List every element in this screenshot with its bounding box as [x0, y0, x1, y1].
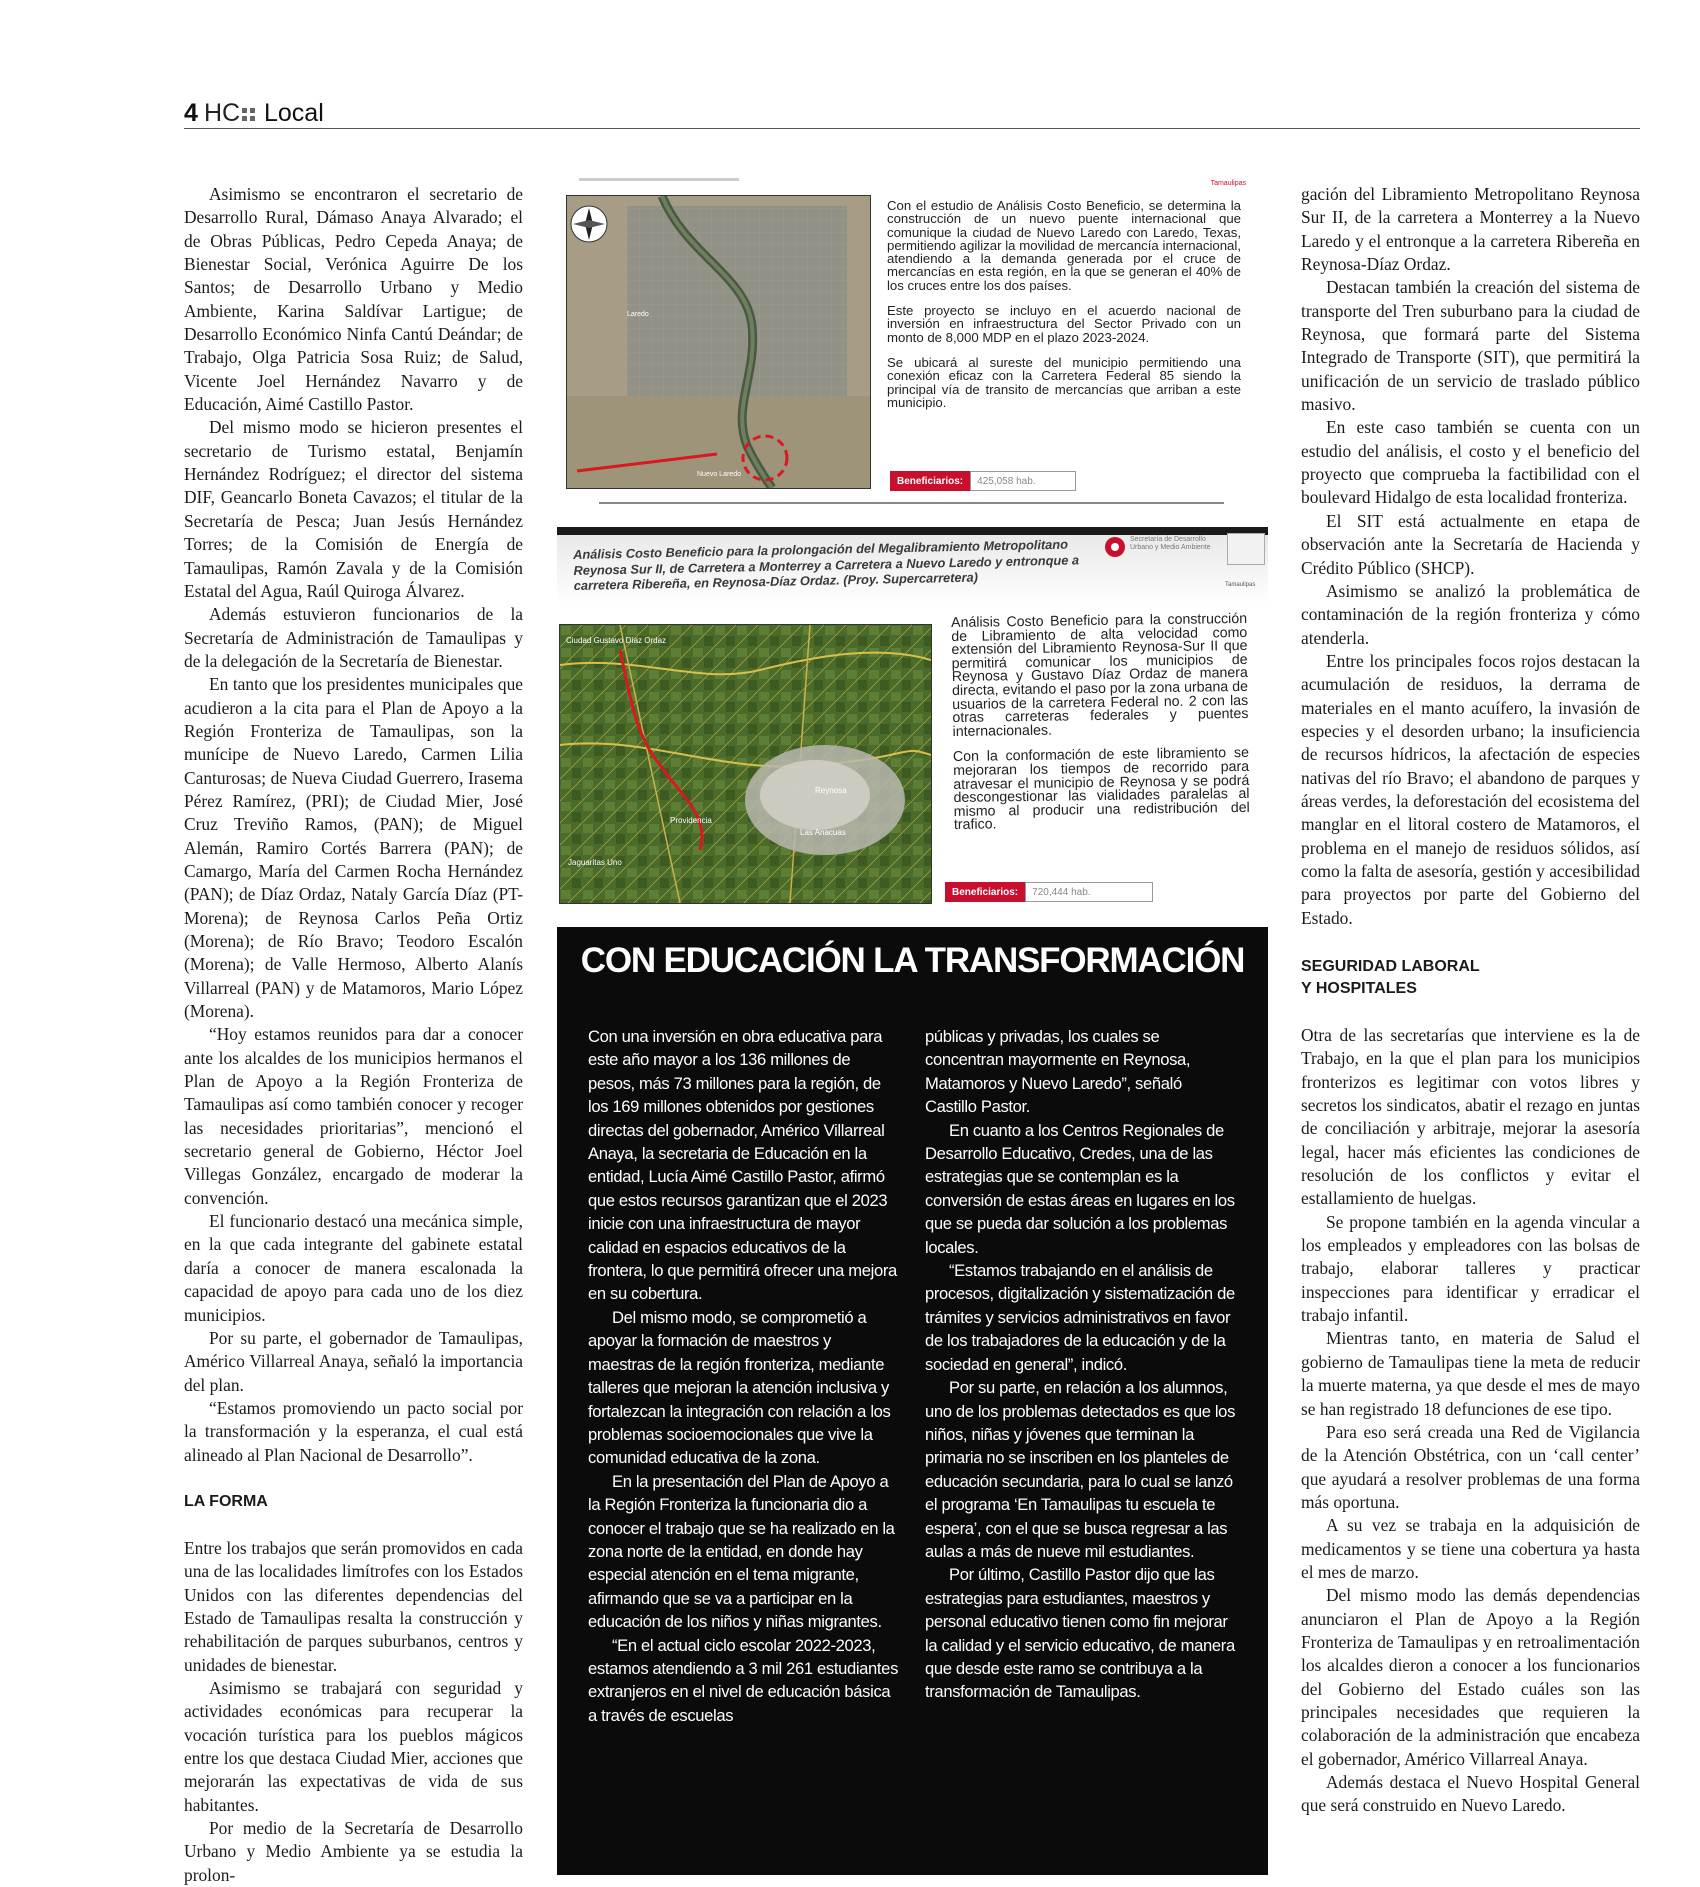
map-label: Las Anacuas	[800, 828, 846, 837]
tamaulipas-logo: Tamaulipas	[1210, 180, 1246, 187]
paragraph: Con una inversión en obra educativa para este año mayor a los 136 millones de pesos, más 73 millones para la región, de los 169 millones obtenidos por gestiones directas del gobernador, Américo Villarreal Anaya, la secretaria de Educación en la entidad, Lucía Aimé Castillo Pastor, afirmó que estos recursos garantizan que el 2023 inicie con una infraestructura de mayor calidad en espacios educativos de la frontera, lo que permitirá ofrecer una mejora en su cobertura.	[588, 1027, 897, 1304]
slide-paragraph: Con el estudio de Análisis Costo Beneficio, se determina la construcción de un nuevo puente internacional que comunique la ciudad de Nuevo Laredo con Laredo, Texas, permitiendo agilizar la movilidad de mercancía internacional, atendiendo a la demanda generada por el cruce de mercancías en esta región, en la que se generan el 40% de los cruces entre los dos países.	[887, 198, 1241, 293]
education-headline: CON EDUCACIÓN LA TRANSFORMACIÓN	[580, 941, 1245, 980]
slide-description	[950, 610, 1250, 845]
slide-paragraph: Análisis Costo Beneficio para la construcción de Libramiento de alta velocidad como extensión del Libramiento Reynosa-Sur II que permitirá comunicar los municipios de Reynosa y Gustavo Díaz Ordaz de manera directa, evitando el paso por la zona urbana de usuarios de la carretera Federal no. 2 con las otras carreteras federales y puentes internacionales.	[950, 610, 1249, 740]
secretariat-logo-text: Secretaría de Desarrollo Urbano y Medio Ambiente	[1130, 536, 1211, 551]
paragraph: En este caso también se cuenta con un estudio del análisis, el costo y el beneficio del proyecto que comprueba la factibilidad con el boulevard Hidalgo de esta localidad fronteriza.	[1301, 417, 1640, 508]
beneficiaries-label: Beneficiarios:	[945, 882, 1025, 902]
paragraph: Entre los trabajos que serán promovidos en cada una de las localidades limítrofes con los Estados Unidos con las diferentes dependencias del Estado de Tamaulipas resalta la construcción y rehabilitación de parques suburbanos, centros y unidades de bienestar.	[184, 1537, 523, 1675]
slide-description	[887, 199, 1241, 421]
paragraph: Mientras tanto, en materia de Salud el gobierno de Tamaulipas tiene la meta de reducir la muerte materna, ya que desde el mes de mayo se han registrado 18 defunciones de ese tipo.	[1301, 1328, 1640, 1419]
paragraph: Por último, Castillo Pastor dijo que las estrategias para estudiantes, maestros y personal educativo tienen como fin mejorar la calidad y el servicio educativo, de manera que desde este ramo se contribuya a la transformación de Tamaulipas.	[925, 1565, 1235, 1702]
slide-title: Análisis Costo Beneficio para la prolongación del Megalibramiento Metropolitano Reynosa Sur II, de Carretera a Monterrey a Carretera a Nuevo Laredo y entronque a carretera Ribereña, en Reynosa-Díaz Ordaz. (Proy. Supercarretera)	[573, 536, 1080, 593]
paragraph: Otra de las secretarías que interviene es la de Trabajo, en la que el plan para los municipios fronterizos es legitimar con votos libres y secretos los sindicatos, abatir el rezago en juntas de conciliación y arbitraje, mejorar la asesoría legal, hacer más eficientes las condiciones de resolución de los conflictos y evitar el estallamiento de huelgas.	[1301, 1025, 1640, 1209]
paragraph: Asimismo se encontraron el secretario de Desarrollo Rural, Dámaso Anaya Alvarado; el de Obras Públicas, Pedro Cepeda Anaya; de Bienestar Social, Verónica Aguirre De los Santos; de Desarrollo Urbano y Medio Ambiente, Karina Saldívar Lartigue; de Desarrollo Económico Ninfa Cantú Deándar; de Trabajo, Olga Patricia Sosa Ruiz; de Salud, Vicente Joel Hernández Navarro y de Educación, Aimé Castillo Pastor.	[184, 184, 523, 415]
education-column-2	[925, 1025, 1237, 1704]
section-name: Local	[264, 99, 324, 127]
paragraph: Además estuvieron funcionarios de la Secretaría de Administración de Tamaulipas y de la delegación de la Secretaría de Bienestar.	[184, 604, 523, 671]
paragraph: “Estamos promoviendo un pacto social por la transformación y la esperanza, el cual está alineado al Plan Nacional de Desarrollo”.	[184, 1397, 523, 1465]
paragraph: A su vez se trabaja en la adquisición de medicamentos y se tiene una cobertura ya hasta el mes de marzo.	[1301, 1515, 1640, 1582]
paragraph: El funcionario destacó una mecánica simple, en la que cada integrante del gabinete estatal daría a conocer de manera escalonada la capacidad de apoyo para cada uno de los diez municipios.	[184, 1211, 523, 1325]
paragraph: gación del Libramiento Metropolitano Reynosa Sur II, de la carretera a Monterrey a la Nuevo Laredo y el entronque a la carretera Ribereña en Reynosa-Díaz Ordaz.	[1301, 184, 1640, 275]
map-label: Providencia	[670, 816, 712, 825]
paragraph: Del mismo modo se hicieron presentes el secretario de Turismo estatal, Benjamín Hernández Rodríguez; el director del sistema DIF, Geancarlo Boneta Cavazos; el titular de la Secretaría de Pesca; Juan Jesús Hernández Torres; de la Comisión de Energía de Tamaulipas, Ramón Zavala y de la Comisión Estatal del Agua, Raúl Quiroga Álvarez.	[184, 417, 523, 601]
subheading-line: Y HOSPITALES	[1301, 980, 1417, 997]
paragraph: “Estamos trabajando en el análisis de procesos, digitalización y sistematización de trámites y servicios administrativos en favor de los trabajadores de la educación y de la sociedad en general”, indicó.	[925, 1261, 1235, 1374]
right-column	[1301, 183, 1640, 1818]
satellite-map	[566, 195, 871, 489]
map-label: Ciudad Gustavo Díaz Ordaz	[566, 636, 667, 645]
education-column-1	[588, 1025, 900, 1727]
paragraph: En tanto que los presidentes municipales que acudieron a la cita para el Plan de Apoyo a la Región Fronteriza de Tamaulipas, son la munícipe de Nuevo Laredo, Carmen Lilia Canturosas; de Nueva Ciudad Guerrero, Irasema Pérez Ramírez, (PRI); de Ciudad Mier, José Cruz Treviño Ramos, (PAN); de Miguel Alemán, Ramiro Cortés Barrera (PAN); de Camargo, María del Carmen Rocha Hernández (PAN); de Díaz Ordaz, Nataly García Díaz (PT-Morena); de Reynosa Carlos Peña Ortiz (Morena); de Río Bravo; Teodoro Escalón (Morena); de Valle Hermoso, Alberto Alanís Villarreal (PAN) y de Matamoros, Mario López (Morena).	[184, 674, 523, 1022]
paragraph: Por medio de la Secretaría de Desarrollo Urbano y Medio Ambiente ya se estudia la prolon-	[184, 1818, 523, 1885]
slide-highway-study	[557, 527, 1268, 927]
subheading	[1301, 956, 1640, 1000]
paragraph: Asimismo se analizó la problemática de contaminación de la región fronteriza y cómo atenderla.	[1301, 580, 1640, 648]
subheading-line: SEGURIDAD LABORAL	[1301, 958, 1480, 975]
paragraph: “En el actual ciclo escolar 2022-2023, estamos atendiendo a 3 mil 261 estudiantes extranjeros en el nivel de educación básica a través de escuelas	[588, 1635, 899, 1725]
paragraph: El SIT está actualmente en etapa de observación ante la Secretaría de Hacienda y Crédito Público (SHCP).	[1301, 510, 1640, 578]
beneficiaries-value: 425,058 hab.	[970, 471, 1076, 491]
paragraph: Además destaca el Nuevo Hospital General que será construido en Nuevo Laredo.	[1301, 1772, 1640, 1816]
map-label: Jaguaritas Uno	[568, 858, 622, 867]
paragraph: Para eso será creada una Red de Vigilancia de la Atención Obstétrica, con un ‘call center’ que ayudará a resolver problemas de una forma más oportuna.	[1301, 1421, 1640, 1512]
paragraph: En la presentación del Plan de Apoyo a la Región Fronteriza la funcionaria dio a conocer el trabajo que se ha realizado en la zona norte de la entidad, en donde hay especial atención en el tema migrante, afirmando que se va a participar en la educación de los niños y niñas migrantes.	[588, 1471, 895, 1632]
paragraph: públicas y privadas, los cuales se concentran mayormente en Reynosa, Matamoros y Nuevo Laredo”, señaló Castillo Pastor.	[925, 1027, 1191, 1117]
page-header	[184, 98, 1640, 129]
paragraph: Entre los principales focos rojos destacan la acumulación de residuos, la derrama de materiales en el manto acuífero, la invasión de especies y el desorden urbano; la insuficiencia de recursos hídricos, la afectación de especies nativas del río Bravo; el abandono de parques y áreas verdes, la deforestación del ecosistema del manglar en el litoral costero de Matamoros, el problema en el manejo de residuos sólidos, así como la falta de asesoría, gestión y accesibilidad para proyectos por parte del Gobierno del Estado.	[1301, 650, 1640, 928]
slide-bridge-study	[557, 178, 1268, 513]
brand-logo: HC	[204, 99, 241, 127]
paragraph: “Hoy estamos reunidos para dar a conocer ante los alcaldes de los municipios hermanos el Plan de Apoyo a la Región Fronteriza de Tamaulipas así como también conocer y recoger las necesidades prioritarias”, mencionó el secretario general de Gobierno, Héctor Joel Villegas González, encargado de moderar la convención.	[184, 1024, 523, 1208]
page-number: 4	[184, 99, 198, 127]
paragraph: En cuanto a los Centros Regionales de Desarrollo Educativo, Credes, una de las estrategias que se contemplan es la conversión de estas áreas en lugares en los que se pueda dar solución a los problemas locales.	[925, 1120, 1235, 1257]
left-column	[184, 183, 523, 1887]
paragraph: Del mismo modo, se comprometió a apoyar la formación de maestros y maestras de la región fronteriza, mediante talleres que mejoran la atención inclusiva y fortalezcan la integración con relación a los problemas socioemocionales que vive la comunidad educativa de la zona.	[588, 1307, 891, 1468]
subheading: LA FORMA	[184, 1492, 268, 1510]
paragraph: Se propone también en la agenda vincular a los empleados y empleadores con las bolsas de trabajo, elaborar talleres y practicar inspecciones para identificar y erradicar el trabajo infantil.	[1301, 1211, 1640, 1326]
state-name: Tamaulipas	[1225, 582, 1256, 588]
paragraph: Por su parte, en relación a los alumnos, uno de los problemas detectados es que los niños, niñas y jóvenes que terminan la primaria no se inscriben en los planteles de educación secundaria, para lo cual se lanzó el programa ‘En Tamaulipas tu escuela te espera’, con el que se busca regresar a las aulas a más de nueve mil estudiantes.	[925, 1378, 1236, 1561]
map-label: Reynosa	[815, 786, 847, 795]
divider	[599, 502, 1224, 504]
beneficiaries-value: 720,444 hab.	[1025, 882, 1153, 902]
beneficiaries-box	[945, 882, 1153, 902]
paragraph: Asimismo se trabajará con seguridad y actividades económicas para recuperar la vocación turística para los pueblos mágicos entre los que destaca Ciudad Mier, acciones que mejorarán las expectativas de vida de sus habitantes.	[184, 1677, 523, 1815]
government-logo-icon	[1105, 537, 1125, 557]
map-label: Nuevo Laredo	[697, 471, 741, 478]
map-label: Laredo	[627, 311, 649, 318]
paragraph: Destacan también la creación del sistema de transporte del Tren suburbano para la ciudad de Reynosa, que formará parte del Sistema Integrado de Transporte (SIT), que permitirá la unificación de un servicio de traslado público masivo.	[1301, 277, 1640, 415]
beneficiaries-label: Beneficiarios:	[890, 471, 970, 491]
satellite-map	[559, 624, 932, 904]
slide-paragraph: Este proyecto se incluyo en el acuerdo nacional de inversión en infraestructura del Sector Privado con un monto de 8,000 MDP en el plazo 2023-2024.	[887, 303, 1241, 345]
state-shield-icon	[1227, 533, 1265, 565]
beneficiaries-box	[890, 471, 1076, 491]
slide-paragraph: Se ubicará al sureste del municipio permitiendo una conexión eficaz con la Carretera Federal 85 siendo la principal vía de transito de mercancías que arriban a este municipio.	[887, 354, 1241, 410]
slide-paragraph: Con la conformación de este libramiento se mejoraran los tiempos de recorrido para atravesar el municipio de Reynosa y se podrá descongestionar las vialidades paralelas al mismo al producir una redistribución del trafico.	[952, 745, 1250, 834]
brand-dots-icon	[242, 108, 256, 122]
paragraph: Por su parte, el gobernador de Tamaulipas, Américo Villarreal Anaya, señaló la importancia del plan.	[184, 1327, 523, 1395]
education-sidebar	[557, 927, 1268, 1875]
paragraph: Del mismo modo las demás dependencias anunciaron el Plan de Apoyo a la Región Fronteriza de Tamaulipas y en retroalimentación los alcaldes dieron a conocer a los funcionarios del Gobierno del Estado cuáles son las principales necesidades que requieren la colaboración de la administración que encabeza el gobernador, Américo Villarreal Anaya.	[1301, 1585, 1640, 1769]
